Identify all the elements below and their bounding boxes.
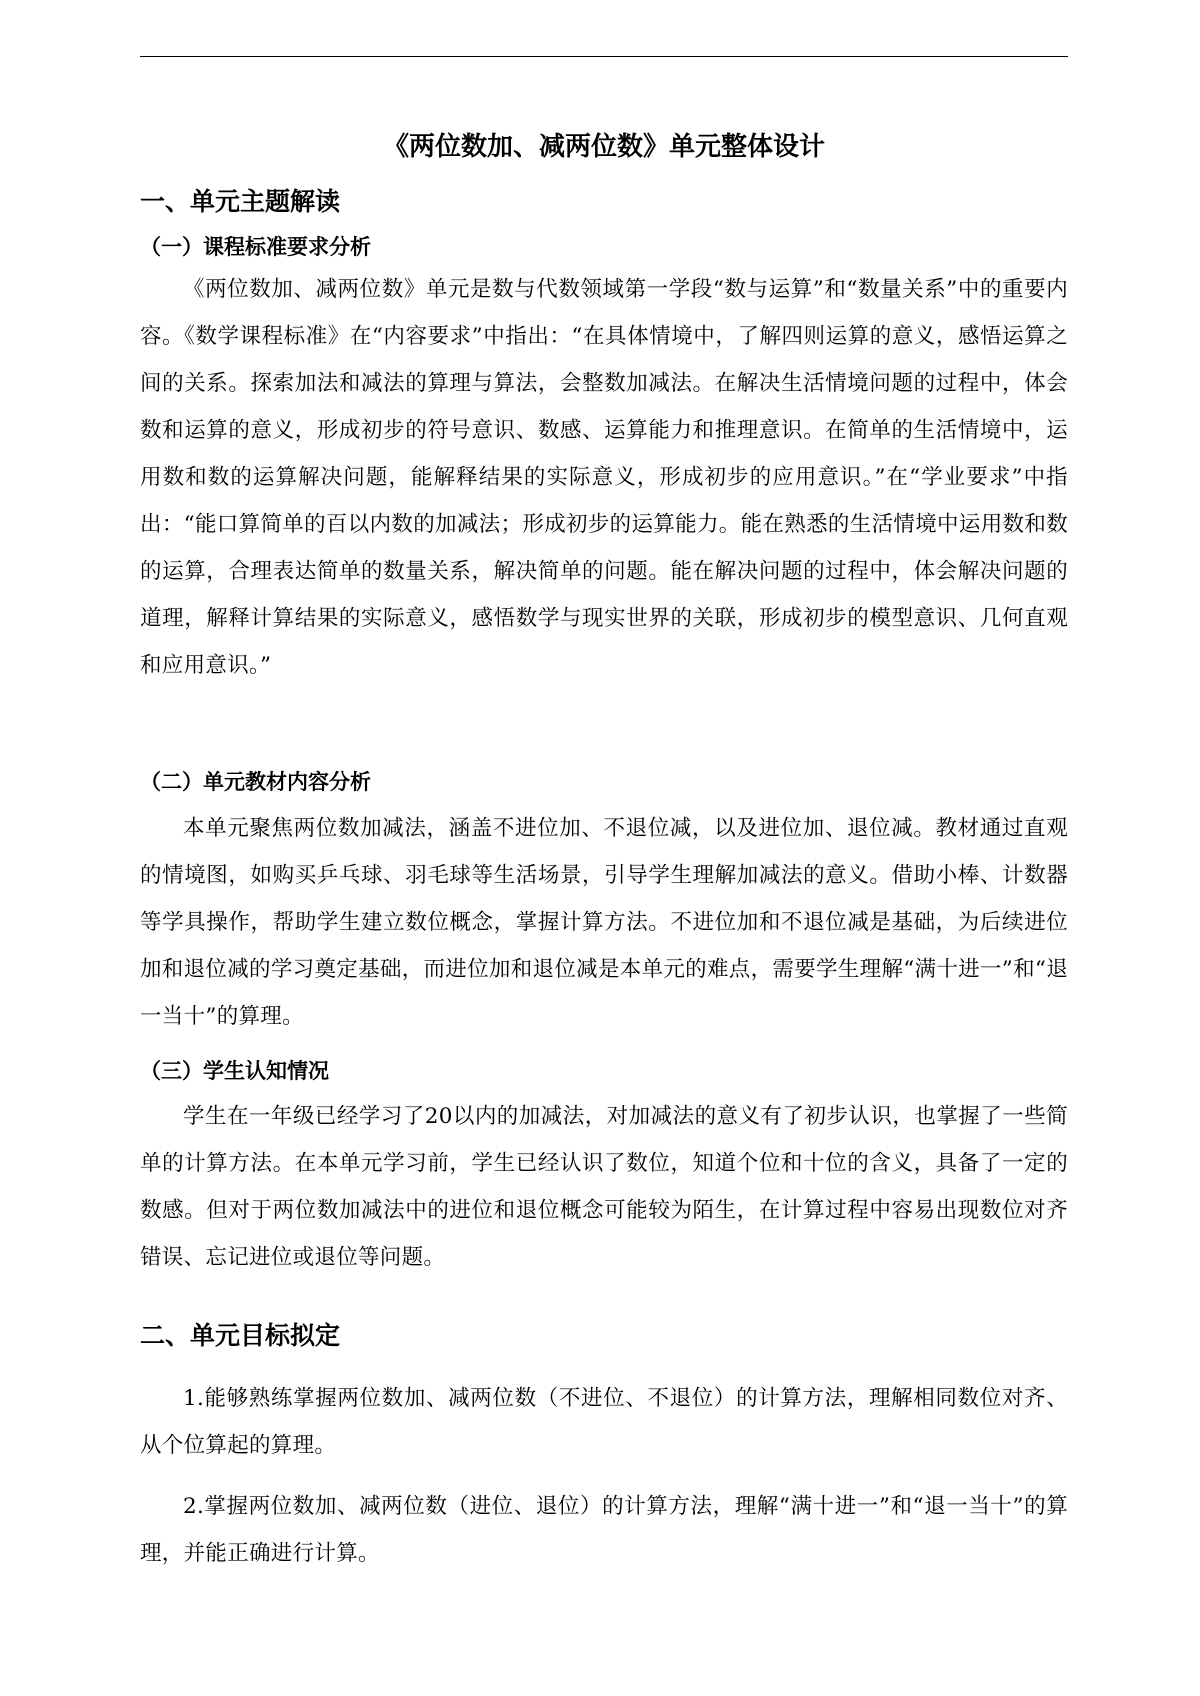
section-heading-goals: 二、单元目标拟定 (140, 1321, 341, 1350)
paragraph-textbook: 本单元聚焦两位数加减法，涵盖不进位加、不退位减，以及进位加、退位减。教材通过直观的情境图，如购买乒乓球、羽毛球等生活场景，引导学生理解加减法的意义。借助小棒、计数器等学具操作，帮助学生建立数位概念，掌握计算方法。不进位加和不退位减是基础，为后续进位加和退位减的学习奠定基础，而进位加和退位减是本单元的难点，需要学生理解“满十进一”和“退一当十”的算理。 (140, 816, 1068, 1029)
paragraph-curriculum: 《两位数加、减两位数》单元是数与代数领域第一学段“数与运算”和“数量关系”中的重要内容。《数学课程标准》在“内容要求”中指出：“在具体情境中，了解四则运算的意义，感悟运算之间的关系。探索加法和减法的算理与算法，会整数加减法。在解决生活情境问题的过程中，体会数和运算的意义，形成初步的符号意识、数感、运算能力和推理意识。在简单的生活情境中，运用数和数的运算解决问题，能解释结果的实际意义，形成初步的应用意识。”在“学业要求”中指出：“能口算简单的百以内数的加减法；形成初步的运算能力。能在熟悉的生活情境中运用数和数的运算，合理表达简单的数量关系，解决简单的问题。能在解决问题的过程中，体会解决问题的道理，解释计算结果的实际意义，感悟数学与现实世界的关联，形成初步的模型意识、几何直观和应用意识。” (140, 277, 1068, 678)
paragraph-cognition: 学生在一年级已经学习了20以内的加减法，对加减法的意义有了初步认识，也掌握了一些简单的计算方法。在本单元学习前，学生已经认识了数位，知道个位和十位的含义，具备了一定的数感。但对于两位数加减法中的进位和退位概念可能较为陌生，在计算过程中容易出现数位对齐错误、忘记进位或退位等问题。 (140, 1104, 1068, 1270)
goal-item-1: 1.能够熟练掌握两位数加、减两位数（不进位、不退位）的计算方法，理解相同数位对齐、从个位算起的算理。 (140, 1386, 1068, 1458)
goal-item-2: 2.掌握两位数加、减两位数（进位、退位）的计算方法，理解“满十进一”和“退一当十”的算理，并能正确进行计算。 (140, 1494, 1068, 1566)
subsection-heading-curriculum: （一）课程标准要求分析 (140, 235, 371, 259)
header-rule (140, 56, 1068, 57)
subsection-heading-textbook: （二）单元教材内容分析 (140, 770, 371, 794)
section-heading-unit-theme: 一、单元主题解读 (140, 187, 341, 216)
document-title: 《两位数加、减两位数》单元整体设计 (382, 132, 825, 162)
subsection-heading-cognition: （三）学生认知情况 (140, 1059, 329, 1083)
